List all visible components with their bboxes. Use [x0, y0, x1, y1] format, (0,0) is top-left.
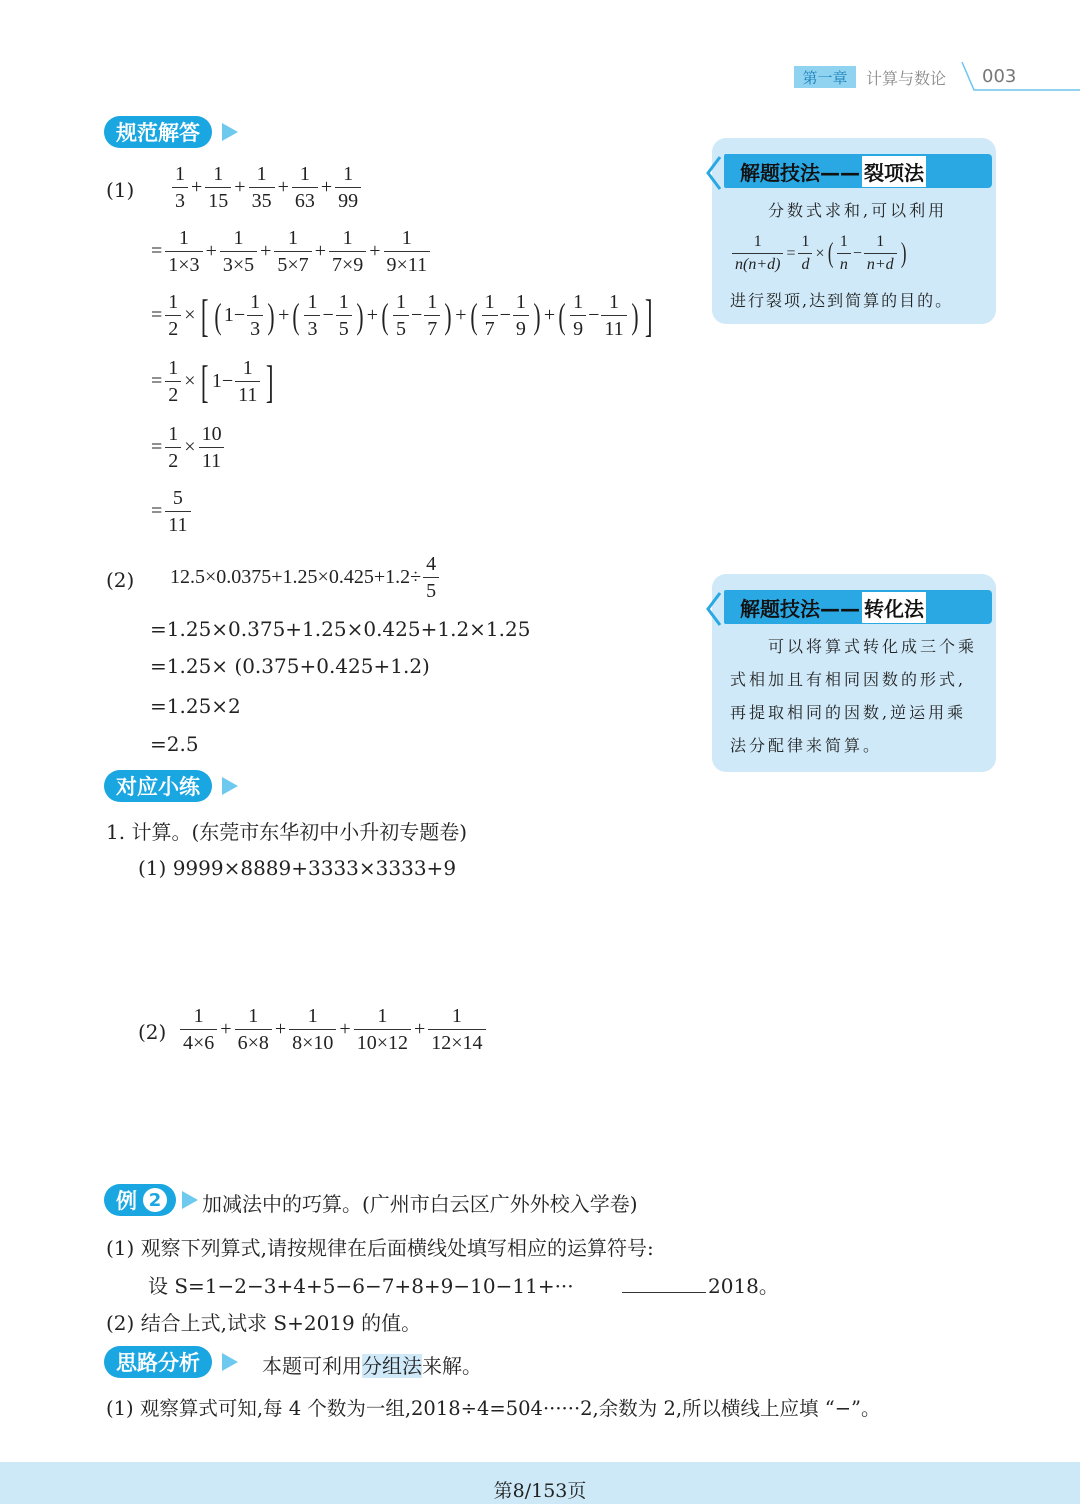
- p2-line2: =1.25×0.375+1.25×0.425+1.2×1.25: [150, 617, 531, 641]
- answer-blank[interactable]: [622, 1292, 706, 1293]
- example-badge: [104, 1184, 176, 1216]
- practice-q1: 1. 计算。(东莞市东华初中小升初专题卷): [106, 820, 468, 844]
- p2-label: (2): [106, 568, 135, 592]
- section-standard-answer: [104, 116, 212, 148]
- example-q1: (1) 观察下列算式,请按规律在后面横线处填写相应的运算符号:: [106, 1236, 654, 1260]
- tip-title: 解题技法—— 裂项法: [724, 154, 992, 188]
- fraction: $\frac{1}{3\times 5}$: [220, 228, 257, 275]
- header-page-number: 003: [982, 66, 1017, 87]
- tip-text: 再提取相同的因数,逆运用乘: [730, 703, 967, 722]
- tip-formula: $\frac{1}{n(n+d)}$ = $\frac{1}{d}$ × ( $\frac{1}{n}$ − $\frac{1}{n+d}$ ): [730, 234, 908, 273]
- header-chapter-title: 计算与数论: [866, 69, 947, 88]
- practice-q1-2-label: (2): [138, 1020, 167, 1044]
- analysis-text: 本题可利用分组法来解。: [262, 1354, 482, 1378]
- p1-step5: = $\frac{1}{2}$ × $\frac{10}{11}$: [150, 424, 227, 471]
- tip-box-split-method: [712, 138, 996, 324]
- header-chapter-tag: 第一章: [794, 66, 856, 88]
- section-analysis-label: 思路分析: [116, 1351, 200, 1375]
- p2-line3: =1.25× (0.375+0.425+1.2): [150, 654, 430, 678]
- p1-step2: = $\frac{1}{1\times 3}$ + $\frac{1}{3\times 5}$ + $\frac{1}{5\times 7}$ + $\frac{1}{7\times 9}$ + $\frac{1}{9\times 11}$: [150, 228, 432, 275]
- p1-label: (1): [106, 178, 135, 202]
- tip-text: 式相加且有相同因数的形式,: [730, 670, 967, 689]
- fraction: $\frac{1}{9\times 11}$: [384, 228, 431, 275]
- fraction: $\frac{1}{1\times 3}$: [165, 228, 202, 275]
- example-badge-label: 例: [116, 1189, 137, 1213]
- p1-step3: = $\frac{1}{2}$ × [ ( 1− $\frac{1}{3}$ ) + ( $\frac{1}{3}$ − $\frac{1}{5}$ ) + ( $\frac{1}{5}$ − $\frac{1}{7}$ ) + ( $\frac{1}{7}$ − $\frac{1}{9}$ ) + ( $\frac{1}{9}$ − $\frac{1}{11}$ ) ]: [151, 289, 653, 341]
- practice-q1-2: $\frac{1}{4\times 6}$ + $\frac{1}{6\times 8}$ + $\frac{1}{8\times 10}$ + $\frac{1}{10\times 12}$ + $\frac{1}{12\times 14}$: [178, 1006, 488, 1053]
- section-standard-answer-label: 规范解答: [116, 121, 200, 145]
- example-title: 加减法中的巧算。(广州市白云区广外外校入学卷): [202, 1192, 638, 1216]
- answer-line-1: (1) 观察算式可知,每 4 个数为一组,2018÷4=504······2,余数为 2,所以横线上应填 “−”。: [106, 1397, 881, 1420]
- p2-line5: =2.5: [150, 732, 199, 756]
- fraction: $\frac{1}{63}$: [292, 164, 318, 211]
- tip-box-transform-method: [712, 574, 996, 772]
- section-practice-label: 对应小练: [116, 775, 200, 799]
- p2-line4: =1.25×2: [150, 694, 241, 718]
- p1-step6: = $\frac{5}{11}$: [150, 488, 193, 535]
- section-practice: [104, 770, 212, 802]
- tip-title: 解题技法—— 转化法: [724, 590, 992, 624]
- fraction: $\frac{1}{3}$: [172, 164, 188, 211]
- example-q1-formula: 设 S=1−2−3+4+5−6−7+8+9−10−11+···: [148, 1274, 574, 1298]
- p1-step4: = $\frac{1}{2}$ × [ 1− $\frac{1}{11}$ ]: [151, 355, 274, 407]
- analysis-highlight: 分组法: [362, 1354, 422, 1378]
- example-q1-tail: 2018。: [708, 1274, 779, 1298]
- fraction: $\frac{1}{5\times 7}$: [274, 228, 311, 275]
- tip-text: 可以将算式转化成三个乘: [768, 637, 978, 656]
- chevron-left-icon: [704, 155, 724, 191]
- arrow-icon: [182, 1191, 198, 1209]
- fraction: $\frac{1}{35}$: [249, 164, 275, 211]
- fraction: $\frac{1}{15}$: [205, 164, 231, 211]
- tip-text: 法分配律来简算。: [730, 736, 883, 755]
- p2-line1: 12.5×0.0375+1.25×0.425+1.2÷ $\frac{4}{5}$: [170, 554, 441, 601]
- fraction: $\frac{1}{99}$: [335, 164, 361, 211]
- chevron-left-icon: [704, 591, 724, 627]
- page-indicator: 第8/153页: [493, 1480, 587, 1502]
- section-analysis: [104, 1346, 212, 1378]
- arrow-icon: [222, 777, 238, 795]
- tip-text: 进行裂项,达到简算的目的。: [730, 291, 954, 310]
- example-number: 2: [143, 1188, 167, 1212]
- example-q2: (2) 结合上式,试求 S+2019 的值。: [106, 1311, 422, 1335]
- header-divider: [958, 60, 1080, 94]
- practice-q1-1: (1) 9999×8889+3333×3333+9: [138, 856, 457, 880]
- arrow-icon: [222, 1353, 238, 1371]
- p1-step1: $\frac{1}{3}$ + $\frac{1}{15}$ + $\frac{1}{35}$ + $\frac{1}{63}$ + $\frac{1}{99}$: [170, 164, 363, 211]
- fraction: $\frac{1}{7\times 9}$: [329, 228, 366, 275]
- tip-text: 分数式求和,可以利用: [768, 201, 948, 220]
- arrow-icon: [222, 123, 238, 141]
